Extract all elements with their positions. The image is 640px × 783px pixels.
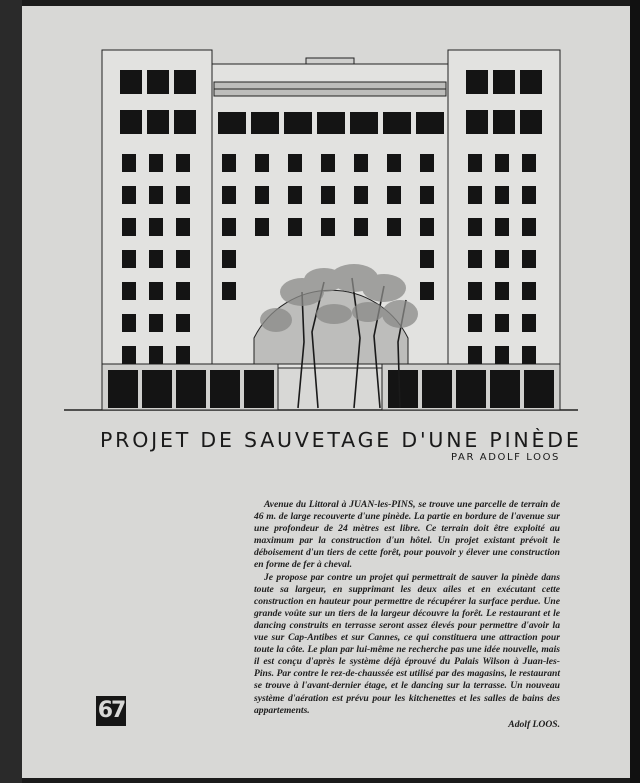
window bbox=[251, 112, 279, 134]
window bbox=[387, 218, 401, 236]
window bbox=[495, 346, 509, 364]
window bbox=[468, 346, 482, 364]
window bbox=[495, 250, 509, 268]
window bbox=[147, 110, 169, 134]
window bbox=[495, 218, 509, 236]
window bbox=[174, 70, 196, 94]
window bbox=[495, 314, 509, 332]
window bbox=[468, 218, 482, 236]
window bbox=[149, 346, 163, 364]
article-title: PROJET DE SAUVETAGE D'UNE PINÈDE bbox=[100, 428, 582, 452]
window bbox=[468, 154, 482, 172]
article-paragraph: Je propose par contre un projet qui permettrait de sauver la pinède dans toute sa largeur, en supprimant les deux ailes et en exécutant cette construction en hauteur pour permettre de récupérer la surface perdue. Une grande voûte sur un tiers de la largeur découvre la forêt. Le restaurant et le dancing construits en terrasse seront assez élevés pour permettre d'avoir la vue sur Cap-Antibes et sur Cannes, ce qui constituera une attraction pour toute la côte. Le plan par lui-même ne recherche pas une idée nouvelle, mais il est conçu d'après le système déjà éprouvé du Palais Wilson à Juan-les-Pins. Par contre le rez-de-chaussée est utilisé par des magasins, le restaurant se trouve à l'avant-dernier étage, et le dancing sur la terrasse. Un nouveau système d'aération est prévu pour les kitchenettes et les salles de bains des appartements. bbox=[254, 571, 560, 716]
window bbox=[174, 110, 196, 134]
window bbox=[222, 218, 236, 236]
window bbox=[222, 282, 236, 300]
window bbox=[520, 110, 542, 134]
window bbox=[350, 112, 378, 134]
window bbox=[176, 250, 190, 268]
window bbox=[522, 346, 536, 364]
window bbox=[495, 186, 509, 204]
window bbox=[495, 154, 509, 172]
article-body bbox=[254, 499, 560, 717]
window bbox=[522, 186, 536, 204]
window bbox=[284, 112, 312, 134]
window bbox=[520, 70, 542, 94]
window bbox=[416, 112, 444, 134]
window bbox=[255, 154, 269, 172]
author-signature: Adolf LOOS. bbox=[508, 719, 560, 730]
window bbox=[321, 154, 335, 172]
window bbox=[149, 154, 163, 172]
window bbox=[176, 282, 190, 300]
window bbox=[222, 186, 236, 204]
window bbox=[122, 218, 136, 236]
window bbox=[321, 218, 335, 236]
window bbox=[210, 370, 240, 408]
page-binding-shadow bbox=[0, 0, 22, 783]
window bbox=[468, 186, 482, 204]
window bbox=[495, 282, 509, 300]
window bbox=[420, 282, 434, 300]
window bbox=[176, 186, 190, 204]
window bbox=[522, 282, 536, 300]
window bbox=[244, 370, 274, 408]
window bbox=[522, 154, 536, 172]
window bbox=[466, 110, 488, 134]
window bbox=[149, 186, 163, 204]
window bbox=[149, 314, 163, 332]
article-byline: PAR ADOLF LOOS bbox=[451, 452, 560, 463]
window bbox=[420, 186, 434, 204]
window bbox=[122, 282, 136, 300]
window bbox=[120, 70, 142, 94]
window bbox=[490, 370, 520, 408]
window bbox=[456, 370, 486, 408]
window bbox=[468, 250, 482, 268]
window bbox=[388, 370, 418, 408]
window bbox=[176, 370, 206, 408]
window bbox=[524, 370, 554, 408]
window bbox=[222, 154, 236, 172]
window bbox=[122, 186, 136, 204]
article-paragraph: Avenue du Littoral à JUAN-les-PINS, se trouve une parcelle de terrain de 46 m. de large recouverte d'une pinède. La partie en bordure de l'avenue sur une profondeur de 24 mètres est libre. Ce terrain doit être exploité au maximum par la construction d'un hôtel. Un projet existant prévoit le déboisement d'un tiers de cette forêt, pour pouvoir y élever une construction en forme de fer à cheval. bbox=[254, 499, 560, 571]
window bbox=[354, 186, 368, 204]
window bbox=[122, 250, 136, 268]
window bbox=[522, 250, 536, 268]
window bbox=[147, 70, 169, 94]
window bbox=[176, 218, 190, 236]
window bbox=[288, 218, 302, 236]
window bbox=[255, 186, 269, 204]
window bbox=[149, 282, 163, 300]
window bbox=[108, 370, 138, 408]
window bbox=[176, 154, 190, 172]
window bbox=[354, 218, 368, 236]
window bbox=[122, 314, 136, 332]
page-edge-shadow bbox=[630, 0, 640, 783]
window bbox=[522, 314, 536, 332]
window bbox=[493, 70, 515, 94]
window bbox=[522, 218, 536, 236]
window bbox=[176, 314, 190, 332]
window bbox=[493, 110, 515, 134]
window bbox=[288, 154, 302, 172]
window bbox=[176, 346, 190, 364]
window bbox=[420, 250, 434, 268]
window bbox=[354, 154, 368, 172]
window bbox=[321, 186, 335, 204]
window bbox=[468, 314, 482, 332]
window bbox=[288, 186, 302, 204]
window bbox=[420, 154, 434, 172]
window bbox=[149, 218, 163, 236]
window bbox=[387, 186, 401, 204]
page-number-badge: 67 bbox=[96, 696, 126, 726]
window bbox=[142, 370, 172, 408]
window bbox=[317, 112, 345, 134]
window bbox=[255, 218, 269, 236]
window bbox=[466, 70, 488, 94]
window bbox=[122, 154, 136, 172]
window bbox=[468, 282, 482, 300]
window bbox=[420, 218, 434, 236]
window bbox=[122, 346, 136, 364]
magazine-page bbox=[22, 6, 630, 778]
window bbox=[149, 250, 163, 268]
window bbox=[218, 112, 246, 134]
window bbox=[120, 110, 142, 134]
window bbox=[387, 154, 401, 172]
window bbox=[383, 112, 411, 134]
hotel-elevation-drawing bbox=[62, 42, 582, 422]
window bbox=[222, 250, 236, 268]
window bbox=[422, 370, 452, 408]
